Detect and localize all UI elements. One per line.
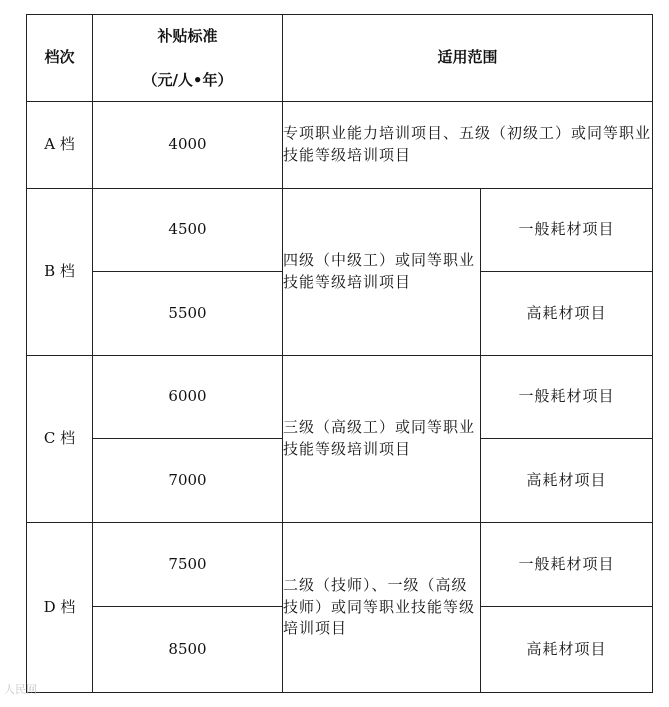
amount-b-1: 4500 — [93, 189, 283, 272]
grade-c: C 档 — [27, 356, 93, 523]
material-d-1: 一般耗材项目 — [481, 523, 653, 607]
header-standard-unit: （元/人•年） — [142, 71, 233, 89]
amount-c-2: 7000 — [93, 439, 283, 523]
table-row-d1 — [27, 523, 653, 607]
amount-d-2: 8500 — [93, 607, 283, 693]
amount-a: 4000 — [93, 102, 283, 189]
header-row — [27, 15, 653, 102]
grade-d: D 档 — [27, 523, 93, 693]
amount-d-1: 7500 — [93, 523, 283, 607]
header-scope: 适用范围 — [283, 15, 653, 102]
scope-b: 四级（中级工）或同等职业技能等级培训项目 — [283, 189, 481, 356]
header-standard — [93, 15, 283, 102]
scope-c: 三级（高级工）或同等职业技能等级培训项目 — [283, 356, 481, 523]
table-row-a — [27, 102, 653, 189]
scope-a: 专项职业能力培训项目、五级（初级工）或同等职业技能等级培训项目 — [283, 102, 653, 189]
subsidy-table — [26, 14, 653, 693]
material-b-2: 高耗材项目 — [481, 272, 653, 356]
grade-b: B 档 — [27, 189, 93, 356]
material-d-2: 高耗材项目 — [481, 607, 653, 693]
watermark: 人民网 — [4, 683, 37, 696]
material-c-1: 一般耗材项目 — [481, 356, 653, 439]
table-row-c1 — [27, 356, 653, 439]
table-row-b1 — [27, 189, 653, 272]
amount-b-2: 5500 — [93, 272, 283, 356]
header-standard-title: 补贴标准 — [157, 27, 218, 46]
grade-a: A 档 — [27, 102, 93, 189]
material-b-1: 一般耗材项目 — [481, 189, 653, 272]
material-c-2: 高耗材项目 — [481, 439, 653, 523]
header-grade: 档次 — [27, 15, 93, 102]
scope-d: 二级（技师）、一级（高级技师）或同等职业技能等级培训项目 — [283, 523, 481, 693]
amount-c-1: 6000 — [93, 356, 283, 439]
